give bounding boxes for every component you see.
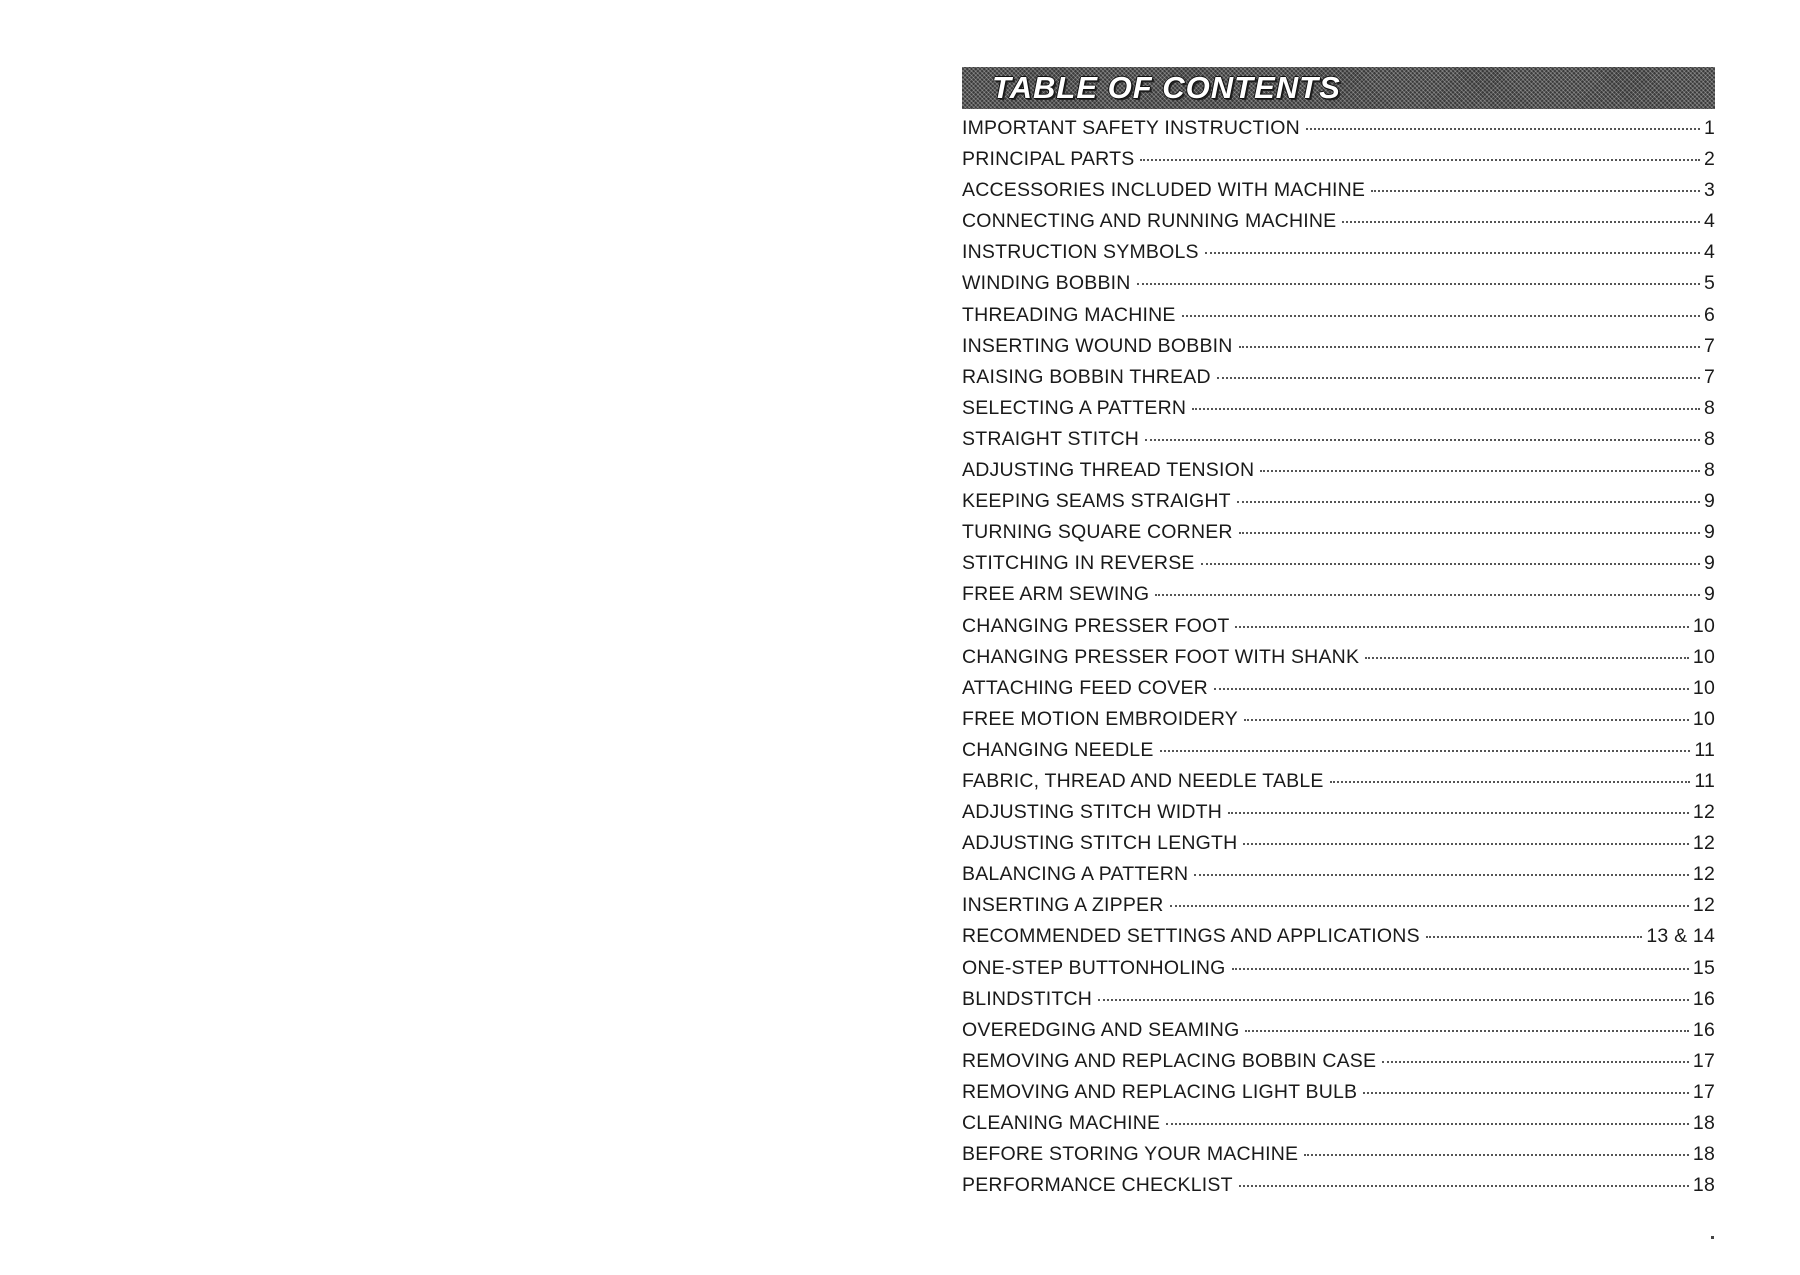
toc-entry-label: REMOVING AND REPLACING LIGHT BULB (962, 1080, 1358, 1103)
toc-entry-label: RECOMMENDED SETTINGS AND APPLICATIONS (962, 925, 1420, 948)
toc-entry-page: 18 (1692, 1143, 1715, 1166)
toc-dot-leader (1426, 936, 1643, 938)
toc-entry-label: TURNING SQUARE CORNER (962, 521, 1233, 544)
toc-entry (962, 957, 1715, 988)
toc-entry (962, 210, 1715, 241)
toc-entry-label: INSERTING A ZIPPER (962, 894, 1164, 917)
toc-entry-label: CHANGING PRESSER FOOT WITH SHANK (962, 645, 1360, 668)
toc-entry-label: CHANGING PRESSER FOOT (962, 614, 1230, 637)
toc-entry-page: 12 (1692, 832, 1715, 855)
toc-entry-label: PERFORMANCE CHECKLIST (962, 1174, 1233, 1197)
toc-entry (962, 925, 1715, 956)
toc-entry-label: ADJUSTING STITCH LENGTH (962, 832, 1238, 855)
toc-entry-label: WINDING BOBBIN (962, 272, 1131, 295)
toc-entry (962, 521, 1715, 552)
toc-entry (962, 366, 1715, 397)
toc-entry (962, 894, 1715, 925)
toc-entry-page: 18 (1692, 1112, 1715, 1134)
toc-entry-page: 7 (1703, 365, 1715, 388)
toc-entry-page: 9 (1703, 552, 1715, 575)
toc-entry-page: 18 (1692, 1174, 1715, 1197)
toc-entry-page: 6 (1703, 303, 1715, 326)
toc-entry-label: INSTRUCTION SYMBOLS (962, 241, 1199, 264)
toc-dot-leader (1170, 905, 1689, 907)
toc-entry (962, 272, 1715, 303)
toc-entry-page: 9 (1703, 521, 1715, 544)
toc-dot-leader (1166, 1123, 1689, 1125)
toc-entry-page: 9 (1703, 490, 1715, 513)
toc-entry (962, 1174, 1715, 1205)
toc-entry-label: ATTACHING FEED COVER (962, 676, 1208, 699)
toc-entry (962, 552, 1715, 583)
toc-dot-leader (1371, 190, 1700, 192)
toc-dot-leader (1342, 221, 1700, 223)
toc-dot-leader (1363, 1092, 1689, 1094)
toc-entry-page: 4 (1703, 241, 1715, 264)
toc-title: TABLE OF CONTENTS (992, 70, 1341, 105)
toc-dot-leader (1194, 874, 1689, 876)
toc-dot-leader (1140, 159, 1700, 161)
toc-entry (962, 1050, 1715, 1081)
toc-dot-leader (1239, 532, 1700, 534)
toc-entry-page: 4 (1703, 210, 1715, 233)
toc-entry-label: IMPORTANT SAFETY INSTRUCTION (962, 117, 1300, 139)
table-of-contents (962, 67, 1715, 1205)
toc-entry (962, 117, 1715, 148)
toc-dot-leader (1145, 439, 1700, 441)
toc-entry (962, 241, 1715, 272)
toc-entry (962, 459, 1715, 490)
toc-entry (962, 677, 1715, 708)
toc-entry-page: 15 (1692, 956, 1715, 979)
toc-entry (962, 397, 1715, 428)
toc-entry-label: CLEANING MACHINE (962, 1112, 1161, 1134)
toc-dot-leader (1243, 843, 1688, 845)
toc-dot-leader (1365, 657, 1689, 659)
toc-dot-leader (1237, 501, 1700, 503)
toc-entry (962, 304, 1715, 335)
toc-dot-leader (1330, 781, 1691, 783)
toc-entry-page: 17 (1692, 1049, 1715, 1072)
toc-entry (962, 770, 1715, 801)
toc-dot-leader (1098, 999, 1689, 1001)
toc-entry-label: INSERTING WOUND BOBBIN (962, 334, 1233, 357)
toc-entry (962, 583, 1715, 614)
toc-entry (962, 801, 1715, 832)
toc-entry (962, 1143, 1715, 1174)
toc-entry (962, 832, 1715, 863)
toc-entry-page: 7 (1703, 334, 1715, 357)
toc-entry-page: 16 (1692, 987, 1715, 1010)
toc-dot-leader (1260, 470, 1700, 472)
toc-entry (962, 739, 1715, 770)
toc-title-banner (962, 67, 1715, 109)
toc-entry-page: 17 (1692, 1080, 1715, 1103)
toc-entry-label: FREE MOTION EMBROIDERY (962, 707, 1238, 730)
toc-entry-label: ONE-STEP BUTTONHOLING (962, 956, 1226, 979)
toc-entry (962, 148, 1715, 179)
toc-entry (962, 615, 1715, 646)
toc-entry-label: ADJUSTING THREAD TENSION (962, 459, 1255, 482)
toc-entry-label: OVEREDGING AND SEAMING (962, 1018, 1240, 1041)
toc-dot-leader (1160, 750, 1691, 752)
toc-entry-page: 10 (1692, 676, 1715, 699)
toc-entry-label: STRAIGHT STITCH (962, 427, 1140, 450)
toc-entry-page: 8 (1703, 396, 1715, 419)
toc-entry-label: RAISING BOBBIN THREAD (962, 365, 1211, 388)
toc-entry-label: PRINCIPAL PARTS (962, 148, 1135, 171)
toc-dot-leader (1217, 377, 1700, 379)
toc-entry (962, 1081, 1715, 1112)
toc-entry-label: ADJUSTING STITCH WIDTH (962, 801, 1223, 824)
toc-dot-leader (1137, 283, 1700, 285)
toc-dot-leader (1182, 315, 1700, 317)
toc-entry-label: BLINDSTITCH (962, 987, 1093, 1010)
toc-entry-label: CHANGING NEEDLE (962, 738, 1154, 761)
toc-entry (962, 179, 1715, 210)
toc-dot-leader (1382, 1061, 1689, 1063)
toc-entry-label: ACCESSORIES INCLUDED WITH MACHINE (962, 179, 1366, 202)
toc-dot-leader (1205, 252, 1700, 254)
toc-dot-leader (1235, 626, 1688, 628)
toc-entry-page: 8 (1703, 459, 1715, 482)
toc-entry-label: STITCHING IN REVERSE (962, 552, 1195, 575)
toc-entry (962, 1112, 1715, 1143)
toc-entry-label: FABRIC, THREAD AND NEEDLE TABLE (962, 769, 1324, 792)
toc-dot-leader (1228, 812, 1689, 814)
toc-entry-page: 12 (1692, 801, 1715, 824)
toc-dot-leader (1306, 128, 1700, 130)
toc-entry-page: 2 (1703, 148, 1715, 171)
toc-dot-leader (1239, 1185, 1689, 1187)
toc-entry-page: 12 (1692, 894, 1715, 917)
toc-dot-leader (1214, 688, 1689, 690)
toc-dot-leader (1304, 1154, 1689, 1156)
toc-dot-leader (1244, 719, 1689, 721)
toc-entry-page: 9 (1703, 583, 1715, 606)
toc-entry-page: 16 (1692, 1018, 1715, 1041)
toc-entry (962, 646, 1715, 677)
toc-dot-leader (1192, 408, 1700, 410)
toc-entry-page: 3 (1703, 179, 1715, 202)
toc-entry-page: 13 & 14 (1646, 925, 1715, 948)
toc-entry-page: 1 (1703, 117, 1715, 139)
toc-entry-label: CONNECTING AND RUNNING MACHINE (962, 210, 1337, 233)
toc-entry-label: SELECTING A PATTERN (962, 396, 1187, 419)
toc-entry-label: BALANCING A PATTERN (962, 863, 1189, 886)
toc-entry-page: 5 (1703, 272, 1715, 295)
toc-entry-page: 10 (1692, 707, 1715, 730)
toc-entry (962, 335, 1715, 366)
toc-entry (962, 863, 1715, 894)
toc-entry (962, 988, 1715, 1019)
toc-entry-label: KEEPING SEAMS STRAIGHT (962, 490, 1231, 513)
toc-entry-page: 8 (1703, 427, 1715, 450)
toc-entry-label: THREADING MACHINE (962, 303, 1176, 326)
toc-entry-page: 10 (1692, 614, 1715, 637)
toc-list (962, 117, 1715, 1205)
toc-dot-leader (1155, 594, 1700, 596)
toc-entry (962, 428, 1715, 459)
page-speck (1711, 1236, 1714, 1239)
toc-entry-label: FREE ARM SEWING (962, 583, 1150, 606)
toc-dot-leader (1245, 1030, 1688, 1032)
toc-entry-page: 11 (1694, 738, 1715, 761)
toc-entry-page: 10 (1692, 645, 1715, 668)
toc-entry (962, 708, 1715, 739)
toc-entry-label: BEFORE STORING YOUR MACHINE (962, 1143, 1299, 1166)
toc-dot-leader (1239, 346, 1700, 348)
toc-dot-leader (1232, 968, 1689, 970)
toc-dot-leader (1201, 563, 1700, 565)
toc-entry (962, 490, 1715, 521)
toc-entry (962, 1019, 1715, 1050)
toc-entry-page: 12 (1692, 863, 1715, 886)
toc-entry-label: REMOVING AND REPLACING BOBBIN CASE (962, 1049, 1377, 1072)
toc-entry-page: 11 (1694, 769, 1715, 792)
